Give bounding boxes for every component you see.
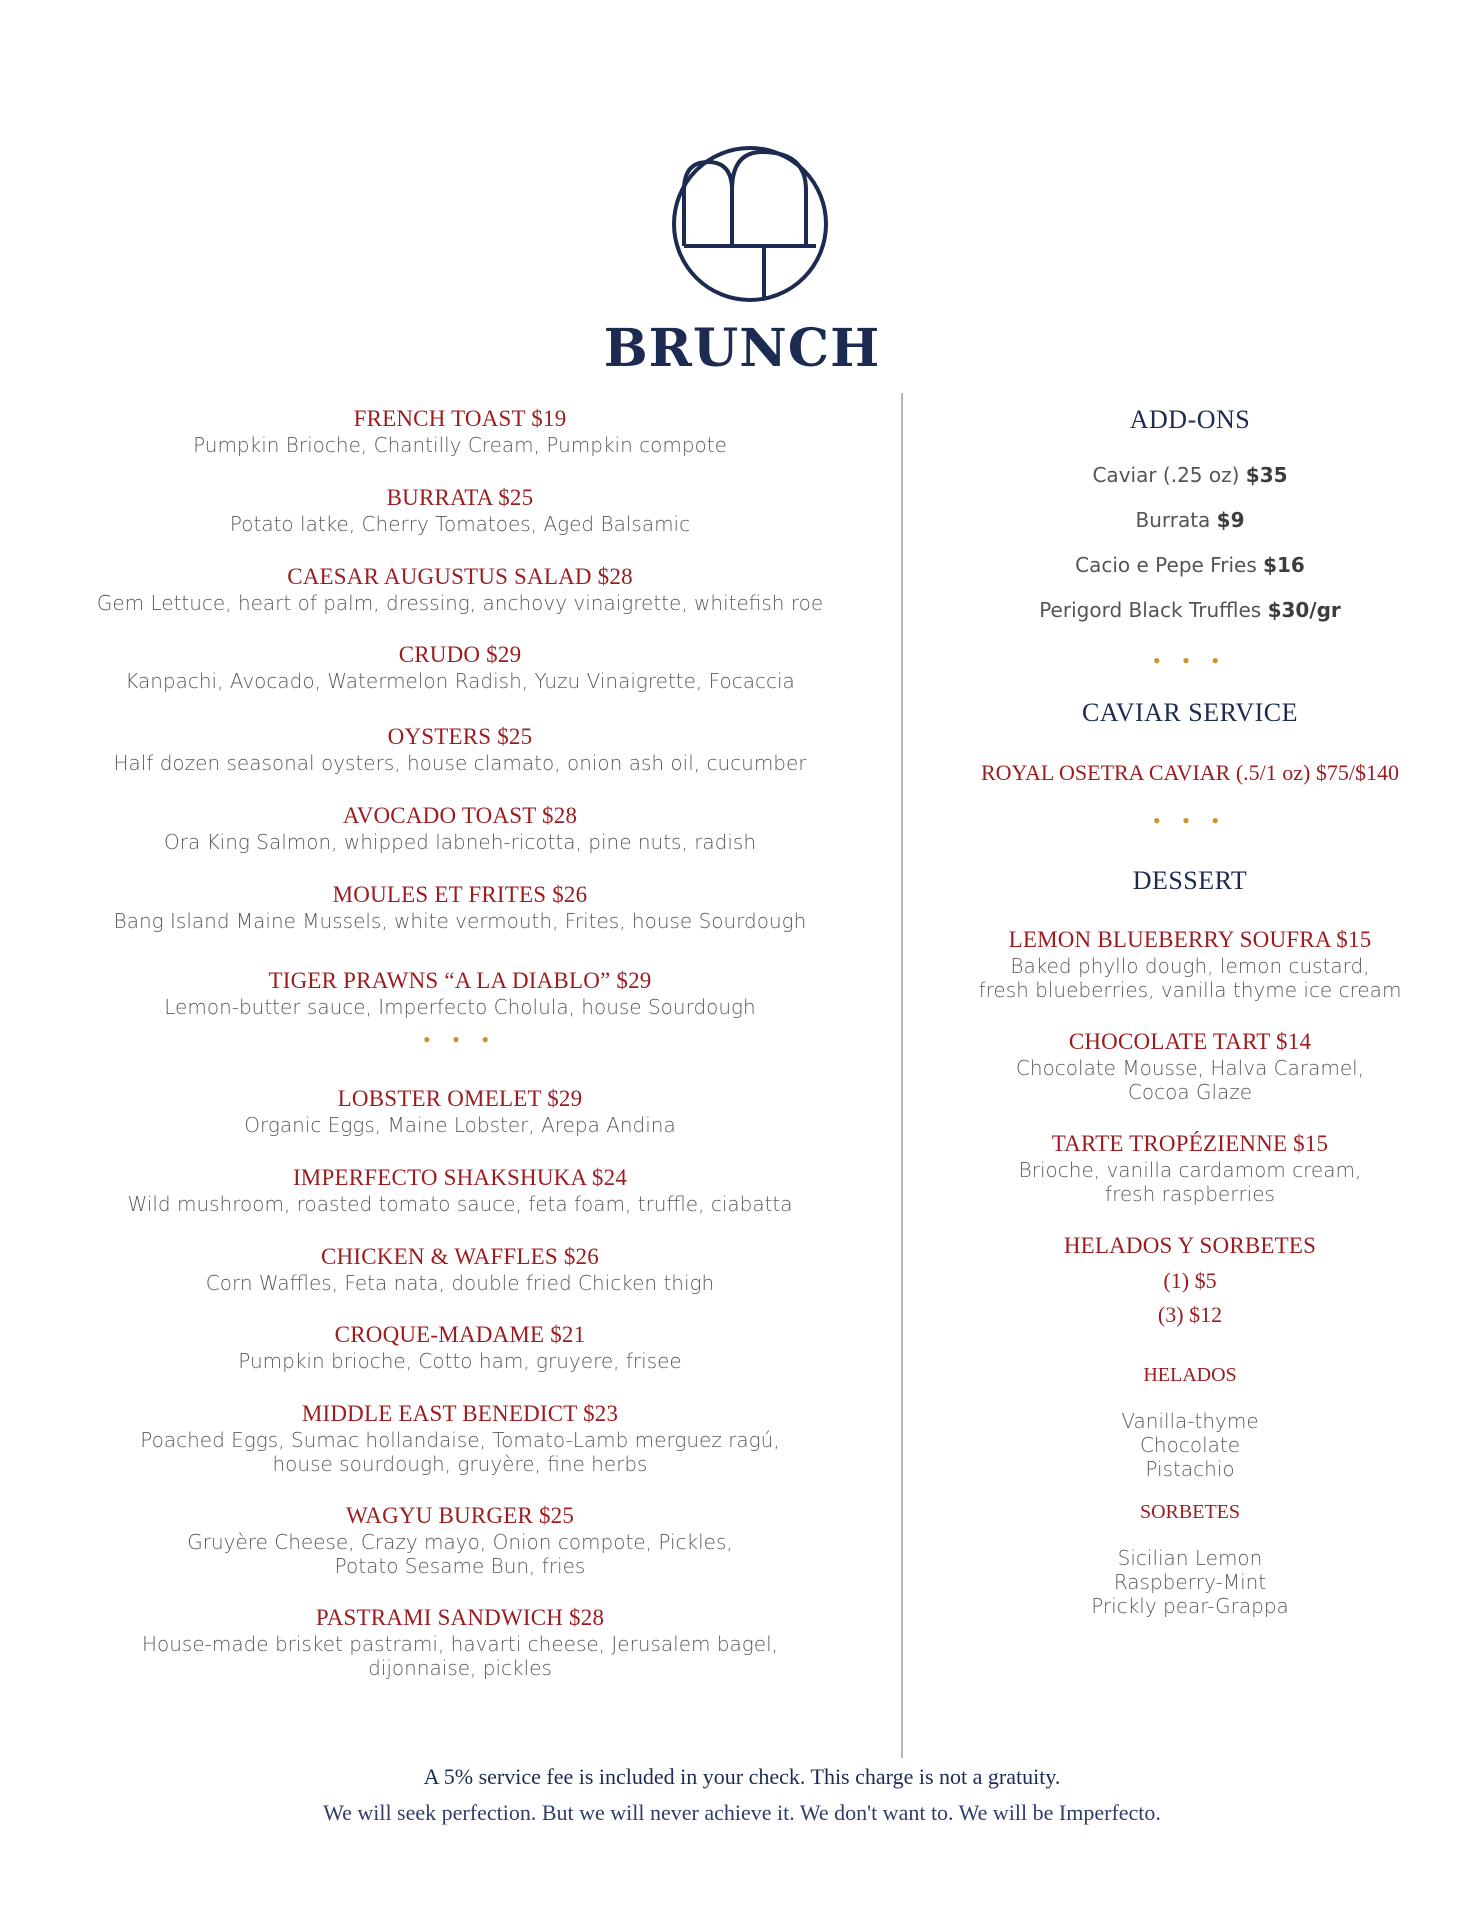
item-name: MIDDLE EAST BENEDICT $23 <box>301 1401 619 1426</box>
item-desc: Wild mushroom, roasted tomato sauce, feta foam, truffle, ciabatta <box>127 1192 793 1216</box>
menu-item <box>80 1400 840 1476</box>
addon-label: Perigord Black Truffles <box>1039 598 1262 622</box>
item-desc: Half dozen seasonal oysters, house clamato, onion ash oil, cucumber <box>113 751 807 775</box>
section-divider-dots: • • • <box>422 1027 498 1052</box>
flavor: Prickly pear-Grappa <box>1091 1594 1289 1618</box>
item-desc: Chocolate Mousse, Halva Caramel, <box>1015 1056 1365 1080</box>
sides-column <box>960 405 1420 1618</box>
dessert-item <box>960 1028 1420 1104</box>
dessert-item <box>960 1130 1420 1206</box>
section-divider-dots: • • • <box>1152 808 1228 833</box>
helados-price: (1) $5 <box>1163 1268 1217 1293</box>
menu-item <box>80 881 840 933</box>
menu-item <box>80 1085 840 1137</box>
item-desc: Potato latke, Cherry Tomatoes, Aged Balsamic <box>229 512 691 536</box>
menu-item <box>80 484 840 536</box>
dessert-heading: DESSERT <box>1132 866 1248 895</box>
menu-item <box>80 1243 840 1295</box>
item-name: CHOCOLATE TART $14 <box>1068 1029 1312 1054</box>
main-menu-column <box>80 405 840 1680</box>
item-desc: Gruyère Cheese, Crazy mayo, Onion compote, Pickles, <box>187 1530 733 1554</box>
addon-price: $30/gr <box>1267 598 1341 622</box>
item-desc: Lemon-butter sauce, Imperfecto Cholula, house Sourdough <box>164 995 756 1019</box>
helados-heading: HELADOS Y SORBETES <box>1063 1233 1317 1258</box>
item-desc: Corn Waffles, Feta nata, double fried Chicken thigh <box>205 1271 715 1295</box>
item-desc: dijonnaise, pickles <box>368 1656 552 1680</box>
item-desc: Potato Sesame Bun, fries <box>334 1554 586 1578</box>
menu-item <box>80 1502 840 1578</box>
flavor: Pistachio <box>1145 1457 1235 1481</box>
addon-item <box>960 598 1420 622</box>
menu-item <box>80 802 840 854</box>
addon-label: Burrata <box>1135 508 1211 532</box>
item-name: TIGER PRAWNS “A LA DIABLO” $29 <box>268 968 652 993</box>
item-desc: Pumpkin brioche, Cotto ham, gruyere, frisee <box>238 1349 682 1373</box>
item-desc: Kanpachi, Avocado, Watermelon Radish, Yuzu Vinaigrette, Focaccia <box>125 669 795 693</box>
column-divider <box>901 393 903 1758</box>
item-name: CROQUE-MADAME $21 <box>334 1322 586 1347</box>
item-name: OYSTERS $25 <box>387 724 533 749</box>
addon-item <box>960 463 1420 487</box>
menu-item <box>80 405 840 457</box>
menu-item <box>80 967 840 1019</box>
item-name: PASTRAMI SANDWICH $28 <box>315 1605 605 1630</box>
page-title: BRUNCH <box>603 318 881 379</box>
item-desc: Pumpkin Brioche, Chantilly Cream, Pumpkin compote <box>193 433 727 457</box>
item-name: MOULES ET FRITES $26 <box>332 882 588 907</box>
caviar-price: $75/$140 <box>1315 760 1400 785</box>
addons-heading: ADD-ONS <box>1129 405 1251 434</box>
flavor: Vanilla-thyme <box>1121 1409 1259 1433</box>
addon-price: $9 <box>1216 508 1245 532</box>
helados-price: (3) $12 <box>1157 1302 1223 1327</box>
item-name: FRENCH TOAST $19 <box>353 406 567 431</box>
addon-item <box>960 508 1420 532</box>
item-desc: Baked phyllo dough, lemon custard, <box>1010 954 1370 978</box>
dessert-item <box>960 926 1420 1002</box>
item-name: CRUDO $29 <box>398 642 522 667</box>
item-name: CAESAR AUGUSTUS SALAD $28 <box>287 564 633 589</box>
item-desc: Bang Island Maine Mussels, white vermouth, Frites, house Sourdough <box>113 909 807 933</box>
item-desc: Gem Lettuce, heart of palm, dressing, anchovy vinaigrette, whitefish roe <box>96 591 824 615</box>
item-name: IMPERFECTO SHAKSHUKA $24 <box>292 1165 628 1190</box>
item-name: TARTE TROPÉZIENNE $15 <box>1051 1131 1329 1156</box>
caviar-label: ROYAL OSETRA CAVIAR (.5/1 oz) <box>980 760 1311 785</box>
item-desc: fresh raspberries <box>1105 1182 1275 1206</box>
item-desc: House-made brisket pastrami, havarti cheese, Jerusalem bagel, <box>141 1632 779 1656</box>
item-desc: Poached Eggs, Sumac hollandaise, Tomato-Lamb merguez ragú, <box>140 1428 780 1452</box>
restaurant-logo <box>670 144 830 304</box>
item-name: CHICKEN & WAFFLES $26 <box>321 1244 599 1269</box>
item-desc: Ora King Salmon, whipped labneh-ricotta, pine nuts, radish <box>163 830 757 854</box>
menu-item <box>80 1164 840 1216</box>
addon-label: Cacio e Pepe Fries <box>1075 553 1257 577</box>
menu-item <box>80 563 840 615</box>
item-desc: house sourdough, gruyère, fine herbs <box>272 1452 648 1476</box>
item-name: WAGYU BURGER $25 <box>345 1503 575 1528</box>
addon-price: $35 <box>1245 463 1288 487</box>
section-divider-dots: • • • <box>1152 648 1228 673</box>
item-name: LEMON BLUEBERRY SOUFRA $15 <box>1008 927 1372 952</box>
addon-price: $16 <box>1263 553 1305 577</box>
item-desc: fresh blueberries, vanilla thyme ice cream <box>978 978 1402 1002</box>
addon-item <box>960 553 1420 577</box>
item-name: LOBSTER OMELET $29 <box>337 1086 583 1111</box>
menu-item <box>80 1604 840 1680</box>
caviar-item <box>960 760 1420 786</box>
item-desc: Organic Eggs, Maine Lobster, Arepa Andina <box>244 1113 676 1137</box>
tagline: We will seek perfection. But we will never achieve it. We don't want to. We will be Imperfecto. <box>323 1800 1161 1825</box>
menu-item <box>80 723 840 775</box>
flavor: Raspberry-Mint <box>1113 1570 1267 1594</box>
menu-item <box>80 641 840 693</box>
item-name: BURRATA $25 <box>386 485 534 510</box>
service-fee-note: A 5% service fee is included in your check. This charge is not a gratuity. <box>423 1764 1061 1789</box>
menu-item <box>80 1321 840 1373</box>
sorbetes-subheading: SORBETES <box>1139 1501 1241 1523</box>
addon-label: Caviar (.25 oz) <box>1092 463 1240 487</box>
helados-subheading: HELADOS <box>1143 1364 1237 1386</box>
item-desc: Cocoa Glaze <box>1127 1080 1253 1104</box>
flavor: Sicilian Lemon <box>1117 1546 1263 1570</box>
item-name: AVOCADO TOAST $28 <box>342 803 578 828</box>
flavor: Chocolate <box>1139 1433 1241 1457</box>
item-desc: Brioche, vanilla cardamom cream, <box>1018 1158 1362 1182</box>
caviar-heading: CAVIAR SERVICE <box>1081 698 1299 727</box>
